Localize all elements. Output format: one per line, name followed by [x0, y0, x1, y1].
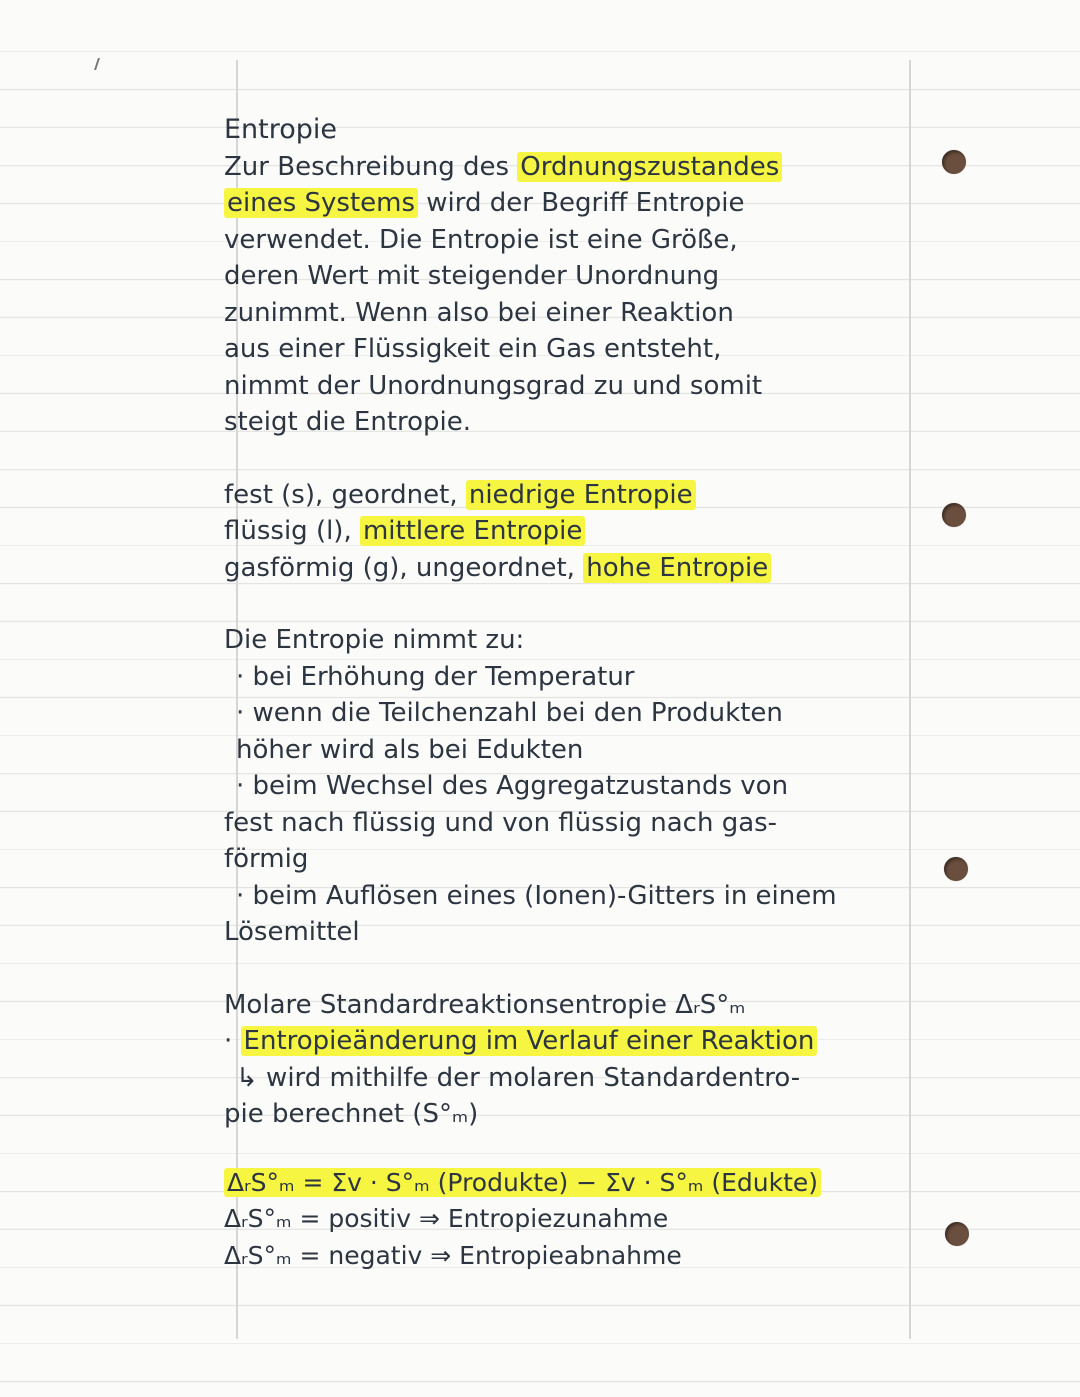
punch-hole-4: [945, 1222, 969, 1246]
formula-negative: ΔᵣS°ₘ = negativ ⇒ Entropieabnahme: [224, 1240, 682, 1270]
highlight: hohe Entropie: [583, 553, 771, 583]
text-line: pie berechnet (S°ₘ): [224, 1099, 479, 1129]
formula-positive: ΔᵣS°ₘ = positiv ⇒ Entropiezunahme: [224, 1204, 669, 1233]
corner-mark: [94, 58, 106, 70]
formula-main: [224, 1165, 914, 1202]
highlight: Entropieänderung im Verlauf einer Reaktion: [241, 1026, 818, 1056]
state-line-solid: fest (s), geordnet, niedrige Entropie: [224, 477, 914, 514]
highlight: eines Systems: [224, 188, 418, 218]
list-line: · wenn die Teilchenzahl bei den Produkten: [236, 698, 783, 728]
list-line: fest nach flüssig und von flüssig nach gas-: [224, 807, 778, 838]
text-line: zunimmt. Wenn also bei einer Reaktion: [224, 297, 734, 328]
list-line: förmig: [224, 844, 309, 874]
highlight: mittlere Entropie: [360, 516, 585, 546]
list-line: · beim Wechsel des Aggregatzustands von: [236, 771, 789, 801]
text-line: verwendet. Die Entropie ist eine Größe,: [224, 224, 738, 255]
section-heading: Die Entropie nimmt zu:: [224, 625, 525, 655]
list-line: höher wird als bei Edukten: [236, 734, 584, 765]
text-line: eines Systems wird der Begriff Entropie: [224, 185, 914, 222]
text-line: aus einer Flüssigkeit ein Gas entsteht,: [224, 334, 722, 364]
state-line-gas: gasförmig (g), ungeordnet, hohe Entropie: [224, 550, 914, 587]
highlight: Ordnungszustandes: [517, 152, 782, 182]
text-line: Zur Beschreibung des Ordnungszustandes: [224, 149, 914, 186]
punch-hole-1: [942, 150, 966, 174]
text-line: ↳ wird mithilfe der molaren Standardentro-: [236, 1062, 801, 1093]
note-content: [224, 112, 914, 1274]
text-line: nimmt der Unordnungsgrad zu und somit: [224, 370, 763, 401]
punch-hole-2: [942, 503, 966, 527]
section-heading: Molare Standardreaktionsentropie ΔᵣS°ₘ: [224, 989, 746, 1020]
list-line: · bei Erhöhung der Temperatur: [236, 661, 635, 692]
bullet-line: · Entropieänderung im Verlauf einer Reaktion: [224, 1023, 914, 1060]
text-line: deren Wert mit steigender Unordnung: [224, 261, 720, 291]
list-line: · beim Auflösen eines (Ionen)-Gitters in einem: [236, 880, 837, 911]
highlight: ΔᵣS°ₘ = Σv · S°ₘ (Produkte) − Σv · S°ₘ (Edukte): [224, 1168, 821, 1197]
text-line: steigt die Entropie.: [224, 407, 472, 437]
state-line-liquid: flüssig (l), mittlere Entropie: [224, 513, 914, 550]
list-line: Lösemittel: [224, 917, 360, 947]
highlight: niedrige Entropie: [466, 480, 696, 510]
punch-hole-3: [944, 857, 968, 881]
section-title: Entropie: [224, 114, 338, 145]
